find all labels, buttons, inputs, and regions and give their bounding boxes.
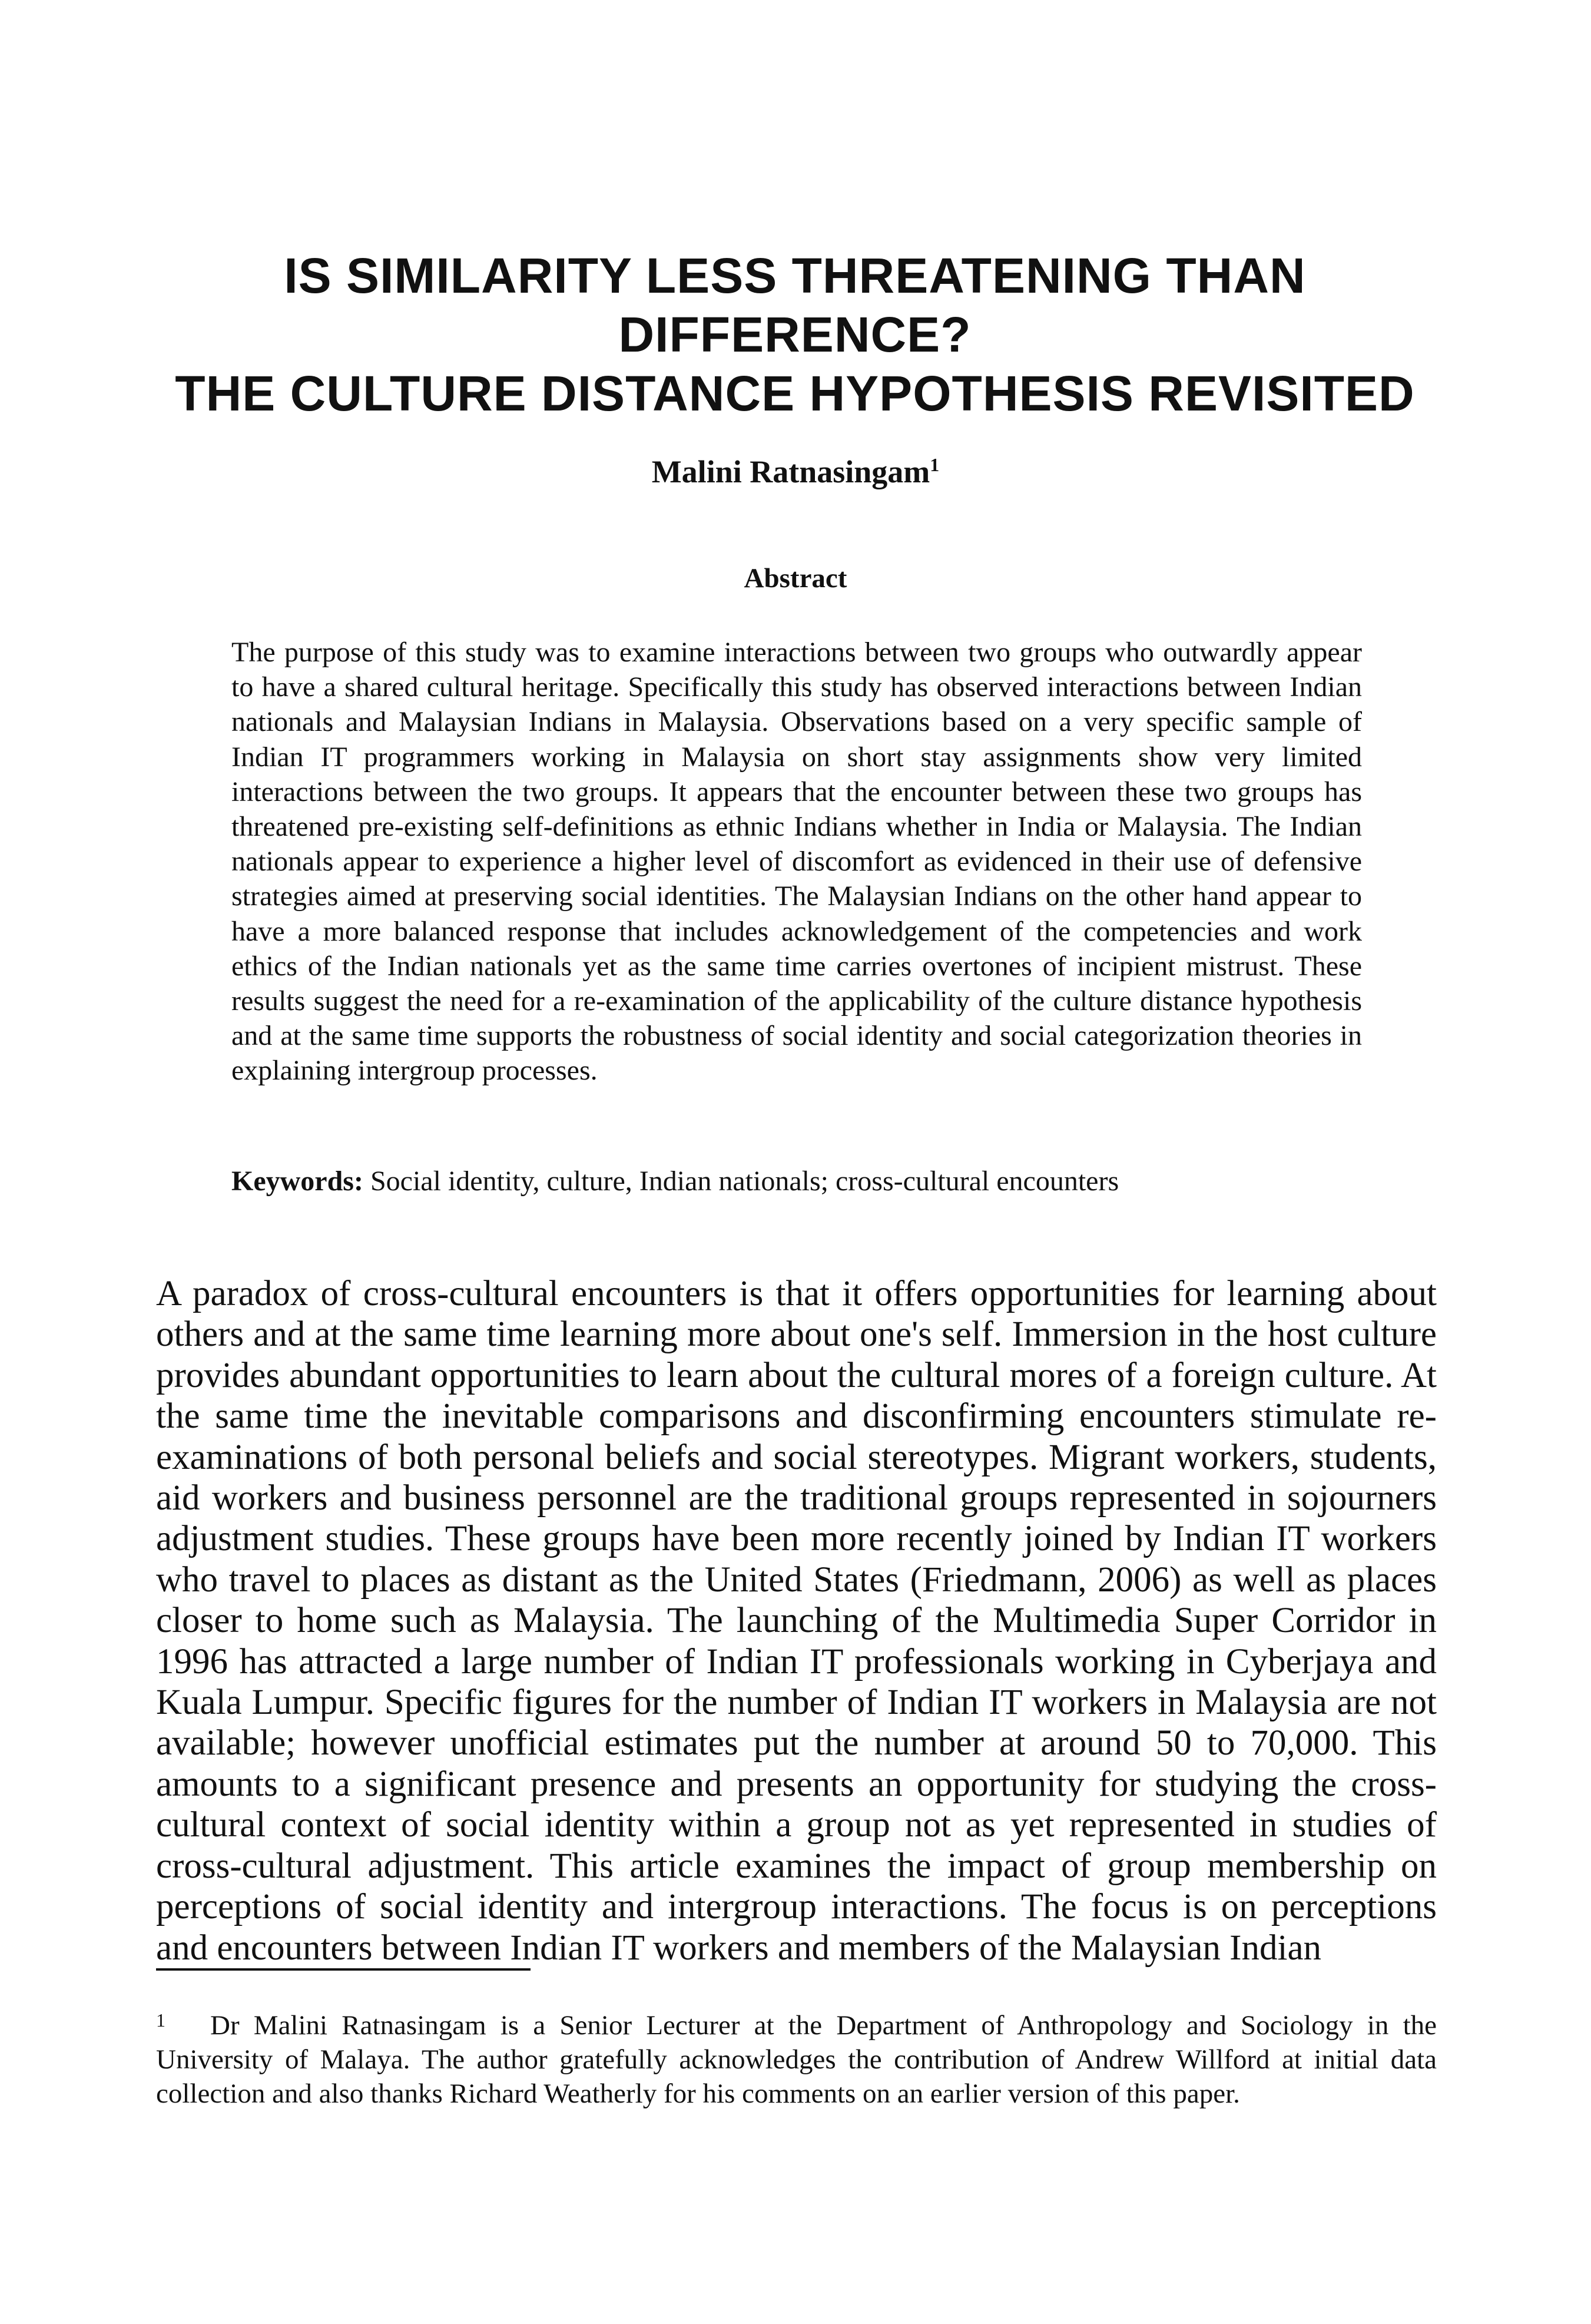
- body-paragraph: A paradox of cross-cultural encounters is that it offers opportunities for learning about others and at the same time learning more about one's self. Immersion in the host culture provides abundant opportunities to learn about the cultural mores of a foreign culture. At the same time the inevitable comparisons and disconfirming encounters stimulate re-examinations of both personal beliefs and social stereotypes. Migrant workers, students, aid workers and business personnel are the traditional groups represented in sojourners adjustment studies. These groups have been more recently joined by Indian IT workers who travel to places as distant as the United States (Friedmann, 2006) as well as places closer to home such as Malaysia. The launching of the Multimedia Super Corridor in 1996 has attracted a large number of Indian IT professionals working in Cyberjaya and Kuala Lumpur. Specific figures for the number of Indian IT workers in Malaysia are not available; however unofficial estimates put the number at around 50 to 70,000. This amounts to a significant presence and presents an opportunity for studying the cross-cultural context of social identity within a group not as yet represented in studies of cross-cultural adjustment. This article examines the impact of group membership on perceptions of social identity and intergroup interactions. The focus is on perceptions and encounters between Indian IT workers and members of the Malaysian Indian: [156, 1274, 1437, 1968]
- author-footnote-marker: 1: [930, 454, 940, 475]
- keywords-text: Social identity, culture, Indian nationals; cross-cultural encounters: [370, 1166, 1119, 1197]
- keywords-label: Keywords:: [231, 1166, 363, 1197]
- abstract-text: The purpose of this study was to examine interactions between two groups who outwardly appear to have a shared cultural heritage. Specifically this study has observed interactions between Indian nationals and Malaysian Indians in Malaysia. Observations based on a very specific sample of Indian IT programmers working in Malaysia on short stay assignments show very limited interactions between the two groups. It appears that the encounter between these two groups has threatened pre-existing self-definitions as ethnic Indians whether in India or Malaysia. The Indian nationals appear to experience a higher level of discomfort as evidenced in their use of defensive strategies aimed at preserving social identities. The Malaysian Indians on the other hand appear to have a more balanced response that includes acknowledgement of the competencies and work ethics of the Indian nationals yet as the same time carries overtones of incipient mistrust. These results suggest the need for a re-examination of the applicability of the culture distance hypothesis and at the same time supports the robustness of social identity and social categorization theories in explaining intergroup processes.: [231, 637, 1362, 1087]
- footnote-marker: 1: [156, 2010, 165, 2031]
- abstract-heading: Abstract: [744, 563, 847, 594]
- keywords: [231, 1164, 1362, 1199]
- title-line-1: IS SIMILARITY LESS THREATENING THAN: [284, 248, 1306, 303]
- footnote: [156, 2008, 1437, 2111]
- author-name: Malini Ratnasingam: [651, 454, 930, 489]
- title-line-2: DIFFERENCE?: [618, 307, 972, 362]
- footnote-divider: [156, 1968, 531, 1971]
- footnote-text: Dr Malini Ratnasingam is a Senior Lecturer at the Department of Anthropology and Sociology in the University of Malaya. The author gratefully acknowledges the contribution of Andrew Willford at initial data collection and also thanks Richard Weatherly for his comments on an earlier version of this paper.: [156, 2010, 1437, 2109]
- title-line-3: THE CULTURE DISTANCE HYPOTHESIS REVISITED: [175, 366, 1415, 421]
- author-line: [0, 451, 1591, 492]
